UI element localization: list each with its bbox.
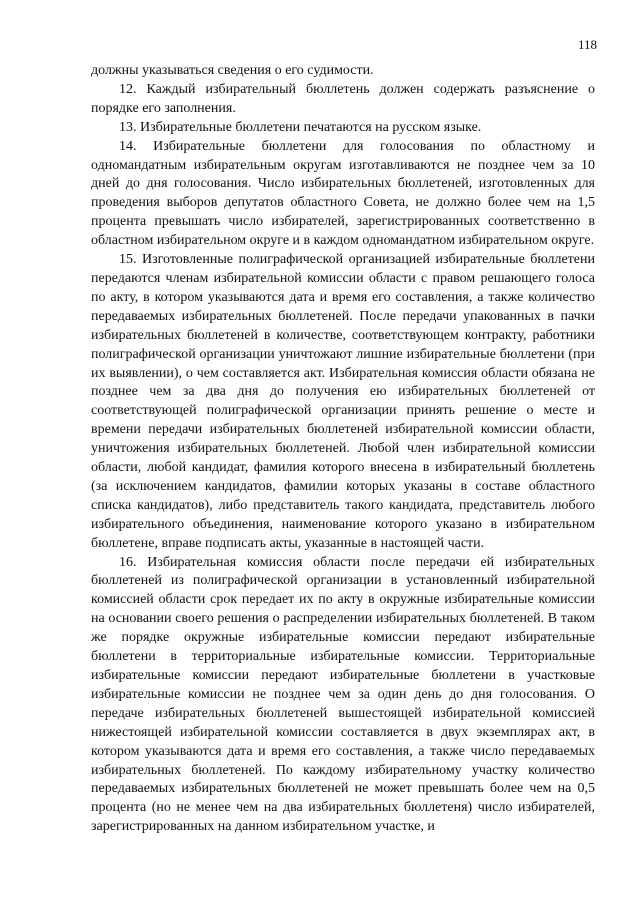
page-number: 118 bbox=[577, 37, 597, 52]
paragraph-14: 14. Избирательные бюллетени для голосования по областному и одномандатным избирательным округам изготавливаются не позднее чем за 10 дней до дня голосования. Число избирательных бюллетеней, изготовленных для проведения выборов депутатов областного Совета, не должно более чем на 1,5 процента превышать число избирателей, зарегистрированных соответственно в областном избирательном округе и в каждом одномандатном избирательном округе. bbox=[91, 138, 595, 249]
paragraph-13: 13. Избирательные бюллетени печатаются на русском языке. bbox=[119, 119, 482, 135]
document-body bbox=[91, 62, 595, 837]
paragraph-15: 15. Изготовленные полиграфической организацией избирательные бюллетени передаются членам избирательной комиссии области с правом решающего голоса по акту, в котором указываются дата и время его составления, а также количество передаваемых избирательных бюллетеней. После передачи упакованных в пачки избирательных бюллетеней в количестве, соответствующем контракту, работники полиграфической организации уничтожают лишние избирательные бюллетени (при их выявлении), о чем составляется акт. Избирательная комиссия области обязана не позднее чем за два дня до получения ею избирательных бюллетеней от соответствующей полиграфической организации принять решение о месте и времени передачи избирательных бюллетеней избирательной комиссии области, уничтожения избирательных бюллетеней. Любой член избирательной комиссии области, любой кандидат, фамилия которого внесена в избирательный бюллетень (за исключением кандидатов, фамилии которых указаны в составе областного списка кандидатов), либо представитель такого кандидата, представитель любого избирательного объединения, наименование которого указано в избирательном бюллетене, вправе подписать акты, указанные в настоящей части. bbox=[91, 252, 595, 551]
paragraph-12: 12. Каждый избирательный бюллетень должен содержать разъяснение о порядке его заполнения. bbox=[91, 81, 595, 116]
paragraph-16: 16. Избирательная комиссия области после передачи ей избирательных бюллетеней из полиграфической организации в установленный избирательной комиссией области срок передает их по акту в окружные избирательные комиссии на основании своего решения о распределении избирательных бюллетеней. В таком же порядке окружные избирательные комиссии передают избирательные бюллетени в территориальные избирательные комиссии. Территориальные избирательные комиссии передают избирательные бюллетени в участковые избирательные комиссии не позднее чем за один день до дня голосования. О передаче избирательных бюллетеней вышестоящей избирательной комиссией нижестоящей избирательной комиссии составляется в двух экземплярах акт, в котором указываются дата и время его составления, а также число передаваемых избирательных бюллетеней. По каждому избирательному участку количество передаваемых избирательных бюллетеней не может превышать более чем на 0,5 процента (но не менее чем на два избирательных бюллетеня) число избирателей, зарегистрированных на данном избирательном участке, и bbox=[91, 554, 595, 835]
paragraph-11-continuation: должны указываться сведения о его судимости. bbox=[91, 63, 374, 78]
